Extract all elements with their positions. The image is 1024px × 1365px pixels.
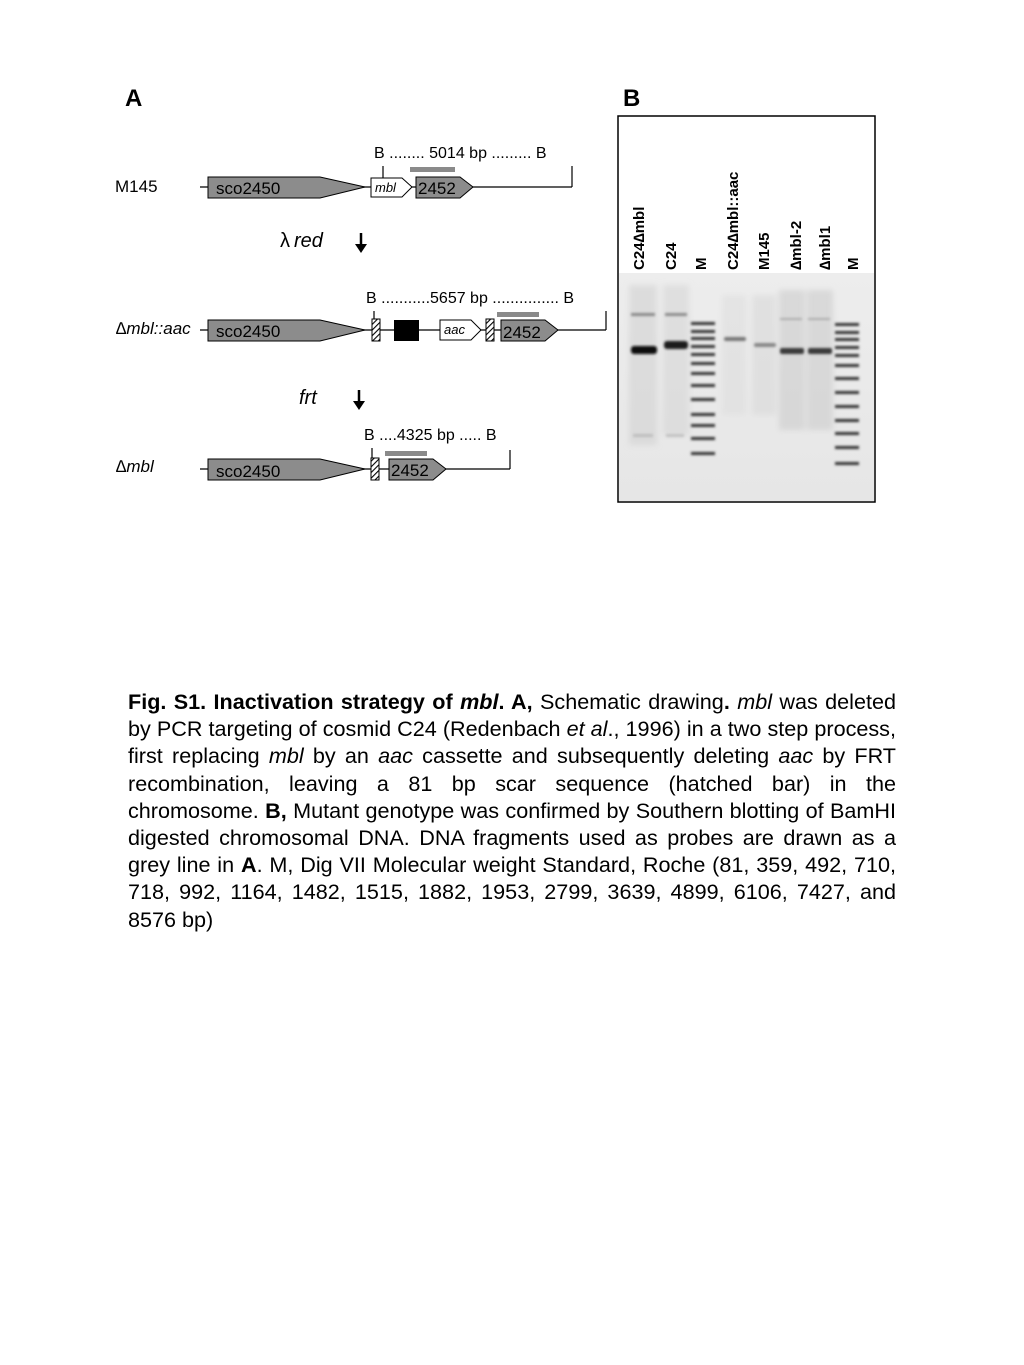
caption-s4-italic: mbl [268, 743, 304, 769]
gene-2452-label: 2452 [503, 323, 541, 342]
step-lambda-red [280, 230, 367, 253]
bamhi-span-label-mbl: B ....4325 bp ..... B [364, 427, 497, 444]
svg-text:λred [280, 230, 324, 252]
scar-hatched-bar [372, 319, 380, 341]
map-row-mbl-aac [116, 290, 606, 342]
caption-s8-bold: A [240, 852, 257, 878]
caption-s2-dot: . [723, 689, 730, 714]
lane-label: M [845, 257, 862, 270]
lane-label: ∆mbl1 [817, 225, 834, 270]
down-arrow-icon [355, 233, 367, 253]
probe-bar [410, 167, 455, 172]
gel-image [619, 273, 874, 501]
caption-s1-bold: Fig. S1. Inactivation strategy of [128, 689, 461, 714]
caption-s3-etal: et al [566, 716, 608, 742]
band [724, 337, 746, 341]
lane-label: ∆mbl-2 [788, 220, 805, 270]
lane-label: C24∆mbl [631, 206, 648, 270]
strain-label-mbl-aac: ∆mbl::aac [116, 319, 191, 338]
lane-label: M [693, 257, 710, 270]
caption-s7-bold: B, [265, 797, 287, 823]
band [665, 313, 687, 316]
caption-s6-italic: aac [778, 743, 814, 769]
panel-b-label: B [623, 85, 641, 112]
band [780, 348, 804, 354]
band [808, 348, 832, 354]
map-row-m145 [115, 145, 572, 198]
caption-s4: by an [303, 743, 379, 769]
gene-sco2450-label: sco2450 [216, 179, 281, 198]
lambda-symbol: λ [280, 230, 290, 252]
caption-s1-bold-italic: mbl [460, 689, 499, 714]
down-arrow-icon [353, 390, 365, 410]
bamhi-span-label-mbl-aac: B ...........5657 bp ............... B [366, 290, 575, 307]
strain-label-m145: M145 [115, 177, 158, 196]
probe-bar [385, 451, 427, 456]
caption-s3-italic: mbl [737, 689, 772, 714]
band [754, 343, 776, 347]
caption-s8: . M, Dig VII Molecular weight Standard, Roche (81, 359, 492, 710, 718, 992, 1164, 1482, 1515, 1882, 1953, 2799, 3639, 4899, 6106, 7427, and 8576 bp) [128, 852, 896, 932]
caption-s7: Mutant genotype was confirmed by Southern blotting of BamHI digested chromosomal DNA. DNA fragments used as probes are drawn as a grey line in [128, 797, 896, 878]
caption-s3: was deleted by PCR targeting of cosmid C24 (Redenbach [128, 689, 896, 742]
frt-label: frt [299, 387, 317, 409]
gene-2452-label: 2452 [418, 179, 456, 198]
probe-bar [497, 312, 539, 317]
band [631, 313, 655, 316]
panel-a-label: A [125, 85, 143, 112]
frt-block [394, 320, 419, 341]
scar-hatched-bar [486, 319, 494, 341]
gene-sco2450-label: sco2450 [216, 322, 281, 341]
lane-label: M145 [756, 232, 773, 270]
caption-s1-bold-end: . A, [498, 689, 533, 714]
step-frt [299, 387, 365, 410]
band [666, 434, 684, 437]
gene-aac-label: aac [444, 322, 465, 337]
band [664, 341, 688, 349]
band [633, 434, 653, 437]
bamhi-span-label-m145: B ........ 5014 bp ......... B [374, 145, 547, 162]
map-row-mbl [116, 427, 510, 481]
lambda-red-label: red [294, 230, 323, 252]
band [808, 318, 830, 320]
caption-s5-italic: aac [378, 743, 413, 769]
caption-s3b: ., 1996) in a two step process, first replacing [128, 716, 896, 769]
gene-sco2450-label: sco2450 [216, 462, 281, 481]
figure-caption [128, 688, 896, 933]
lane-label: C24 [663, 242, 680, 270]
southern-blot-panel [618, 116, 875, 502]
lane-label: C24∆mbl::aac [725, 171, 742, 270]
caption-s6: by FRT recombination, leaving a 81 bp scar sequence (hatched bar) in the chromosome. [128, 743, 896, 823]
band [631, 346, 657, 354]
caption-s2: Schematic drawing [532, 689, 724, 714]
caption-s5: cassette and subsequently deleting [412, 743, 779, 769]
gene-mbl-label: mbl [375, 180, 396, 195]
strain-label-mbl: ∆mbl [116, 457, 154, 476]
band [780, 318, 802, 320]
scar-hatched-bar [371, 458, 379, 480]
gene-2452-label: 2452 [391, 461, 429, 480]
figure-s1 [0, 0, 1024, 560]
